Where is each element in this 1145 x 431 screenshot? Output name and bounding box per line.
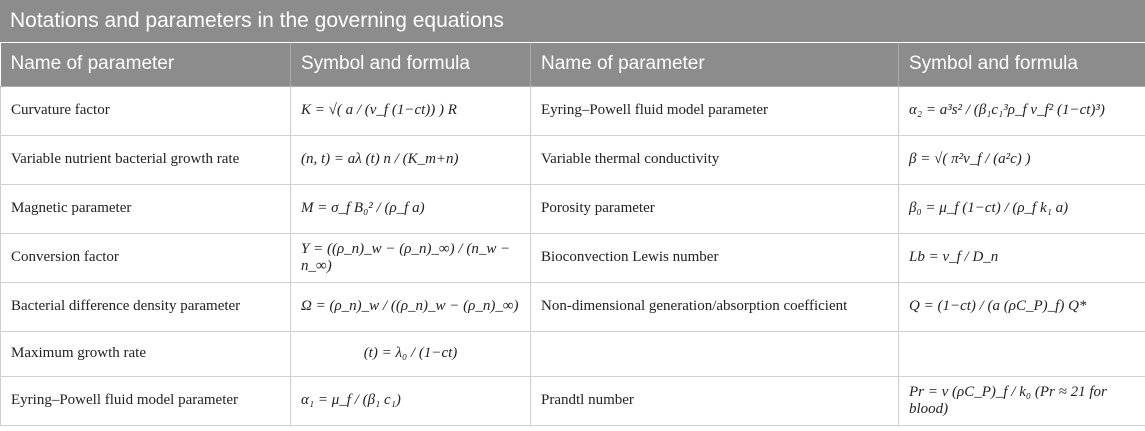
table-row	[1, 376, 1145, 425]
parameter-name: Non-dimensional generation/absorption coefficient	[531, 282, 899, 331]
header-row	[1, 43, 1145, 86]
parameter-formula: (n, t) = aλ (t) n / (K_m+n)	[291, 135, 531, 184]
parameter-formula: Y = ((ρ_n)_w − (ρ_n)_∞) / (n_w − n_∞)	[291, 233, 531, 282]
parameter-formula: Ω = (ρ_n)_w / ((ρ_n)_w − (ρ_n)_∞)	[291, 282, 531, 331]
parameter-formula: α₁ = μ_f / (β₁ c₁)	[291, 376, 531, 425]
table-row	[1, 184, 1145, 233]
table-row	[1, 331, 1145, 376]
header-name-of-parameter: Name of parameter	[1, 43, 291, 86]
parameter-name: Magnetic parameter	[1, 184, 291, 233]
parameter-name: Variable thermal conductivity	[531, 135, 899, 184]
table-row	[1, 86, 1145, 135]
parameter-formula: Q = (1−ct) / (a (ρC_P)_f) Q*	[899, 282, 1145, 331]
parameter-name: Eyring–Powell fluid model parameter	[531, 86, 899, 135]
parameter-name: Bacterial difference density parameter	[1, 282, 291, 331]
parameter-formula	[899, 331, 1145, 376]
parameter-name: Variable nutrient bacterial growth rate	[1, 135, 291, 184]
parameter-formula: (t) = λ₀ / (1−ct)	[291, 331, 531, 376]
parameter-formula: Lb = ν_f / D_n	[899, 233, 1145, 282]
parameter-name: Bioconvection Lewis number	[531, 233, 899, 282]
table-row	[1, 135, 1145, 184]
parameter-formula: β = √( π²ν_f / (a²c) )	[899, 135, 1145, 184]
parameter-formula: M = σ_f B₀² / (ρ_f a)	[291, 184, 531, 233]
parameter-formula: β₀ = μ_f (1−ct) / (ρ_f k₁ a)	[899, 184, 1145, 233]
parameter-name: Curvature factor	[1, 86, 291, 135]
parameter-name	[531, 331, 899, 376]
parameter-formula: Pr = ν (ρC_P)_f / k₀ (Pr ≈ 21 for blood)	[899, 376, 1145, 425]
parameters-table	[0, 43, 1145, 426]
parameter-name: Porosity parameter	[531, 184, 899, 233]
parameter-name: Prandtl number	[531, 376, 899, 425]
parameter-name: Eyring–Powell fluid model parameter	[1, 376, 291, 425]
table-row	[1, 233, 1145, 282]
parameter-name: Maximum growth rate	[1, 331, 291, 376]
table-title: Notations and parameters in the governing equations	[0, 0, 1145, 43]
header-name-of-parameter: Name of parameter	[531, 43, 899, 86]
parameter-formula: α₂ = a³s² / (β₁c₁³ρ_f ν_f² (1−ct)³)	[899, 86, 1145, 135]
header-symbol-and-formula: Symbol and formula	[291, 43, 531, 86]
header-symbol-and-formula: Symbol and formula	[899, 43, 1145, 86]
table-row	[1, 282, 1145, 331]
parameter-formula: K = √( a / (ν_f (1−ct)) ) R	[291, 86, 531, 135]
parameter-name: Conversion factor	[1, 233, 291, 282]
